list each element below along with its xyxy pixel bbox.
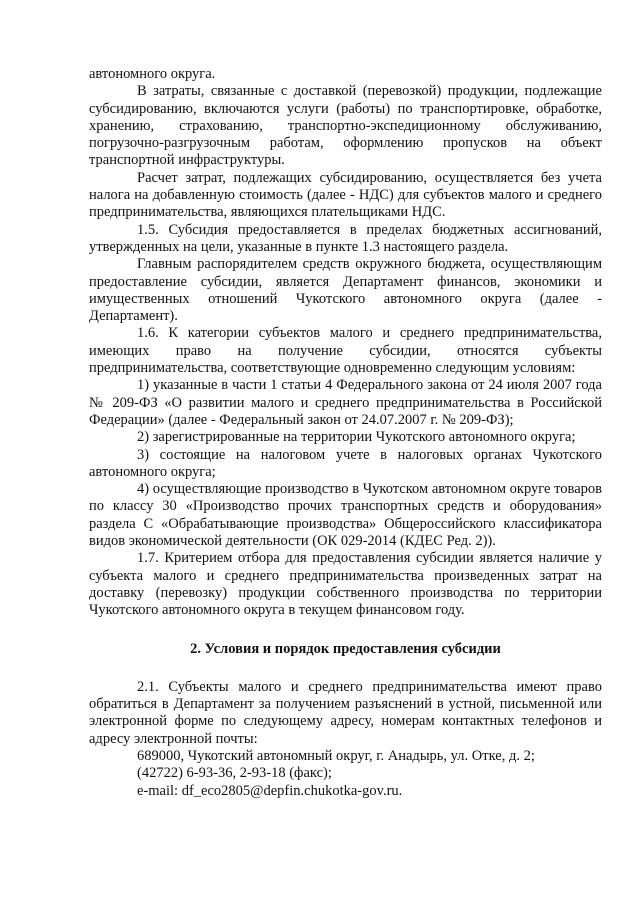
paragraph-2-1: 2.1. Субъекты малого и среднего предпринимательства имеют право обратиться в Департамент за получением разъяснений в устной, письменной или электронной форме по следующему адресу, номерам контактных телефонов и адресу электронной почты: (89, 678, 602, 747)
document-page (89, 66, 602, 800)
paragraph: 4) осуществляющие производство в Чукотском автономном округе товаров по классу 30 «Производство прочих транспортных средств и оборудования» раздела С «Обрабатывающие производства» Общероссийского классификатора видов экономической деятельности (ОК 029-2014 (КДЕС Ред. 2)). (89, 481, 602, 550)
top-paragraphs (89, 66, 602, 620)
paragraph: 1) указанные в части 1 статьи 4 Федерального закона от 24 июля 2007 года № 209-ФЗ «О развитии малого и среднего предпринимательства в Российской Федерации» (далее - Федеральный закон от 24.07.2007 г. № 209-ФЗ); (89, 377, 602, 428)
paragraph: 3) состоящие на налоговом учете в налоговых органах Чукотского автономного округа; (89, 446, 602, 480)
paragraph: Расчет затрат, подлежащих субсидированию, осуществляется без учета налога на добавленную стоимость (далее - НДС) для субъектов малого и среднего предпринимательства, являющихся плательщиками НДС. (89, 169, 602, 221)
section-heading: 2. Условия и порядок предоставления субсидии (190, 640, 501, 657)
contact-address: 689000, Чукотский автономный округ, г. Анадырь, ул. Отке, д. 2; (137, 747, 535, 764)
paragraph: В затраты, связанные с доставкой (перевозкой) продукции, подлежащие субсидированию, включаются услуги (работы) по транспортировке, обработке, хранению, страхованию, транспортно-экспедиционному обслуживанию, погрузочно-разгрузочным работам, оформлению пропусков на объект транспортной инфраструктуры. (89, 83, 602, 169)
paragraph: 1.7. Критерием отбора для предоставления субсидии является наличие у субъекта малого и среднего предпринимательства произведенных затрат на доставку (перевозку) продукции собственного производства по территории Чукотского автономного округа в текущем финансовом году. (89, 550, 602, 619)
paragraph: 2) зарегистрированные на территории Чукотского автономного округа; (137, 429, 576, 446)
paragraph: 1.6. К категории субъектов малого и среднего предпринимательства, имеющих право на получение субсидии, относятся субъекты предпринимательства, соответствующие одновременно следующим условиям: (89, 325, 602, 377)
contact-email: e-mail: df_eco2805@depfin.chukotka-gov.ru. (137, 782, 403, 799)
paragraph: автономного округа. (89, 66, 216, 82)
contact-phones: (42722) 6-93-36, 2-93-18 (факс); (137, 765, 332, 782)
paragraph: Главным распорядителем средств окружного бюджета, осуществляющим предоставление субсидии, является Департамент финансов, экономики и имущественных отношений Чукотского автономного округа (далее - Департамент). (89, 256, 602, 325)
paragraph: 1.5. Субсидия предоставляется в пределах бюджетных ассигнований, утвержденных на цели, указанные в пункте 1.3 настоящего раздела. (89, 221, 602, 255)
